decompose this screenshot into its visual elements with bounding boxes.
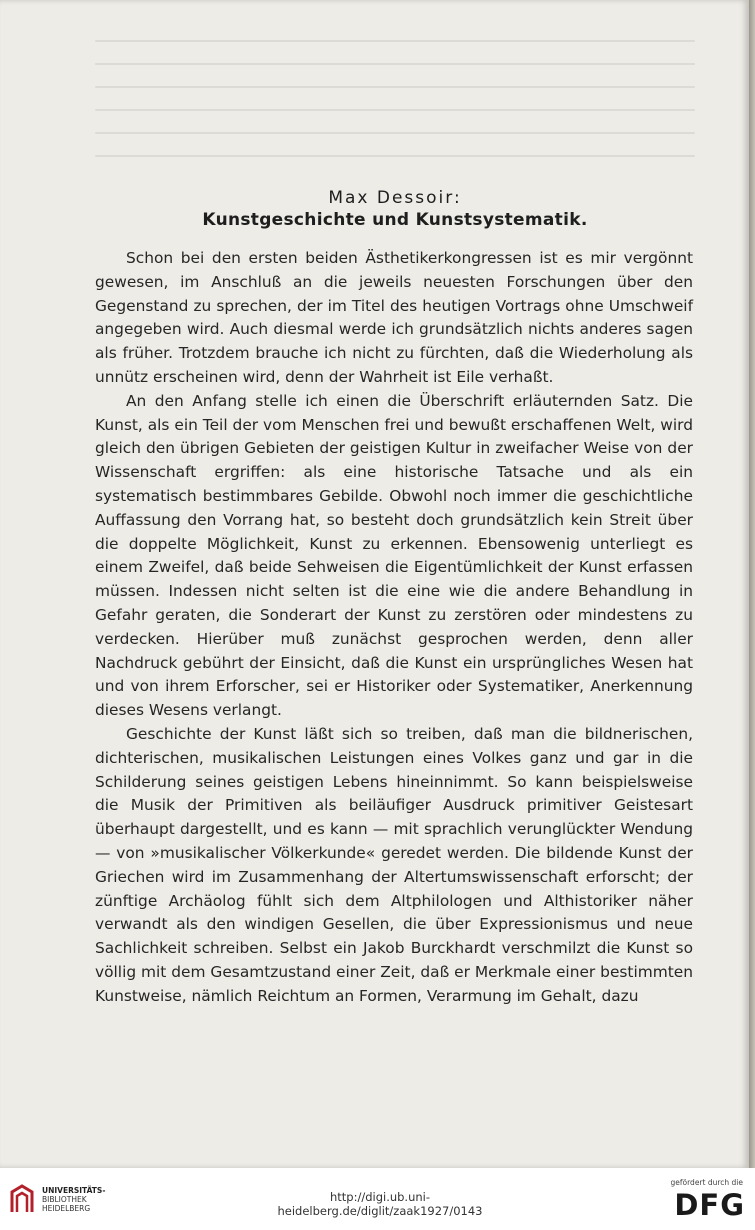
funding-caption: gefördert durch die [670,1178,743,1187]
paragraph: Geschichte der Kunst läßt sich so treiben, daß man die bildnerischen, dichterischen, musikalischen Leistungen eines Volkes ganz und gar in die Schilderung seines geistigen Lebens hineinnimmt. So kann beispielsweise die Musik der Primitiven als beiläufiger Ausdruck primitiver Geistesart überhaupt dargestellt, und es kann — mit sprachlich verunglückter Wendung — von »musikalischer Völkerkunde« geredet werden. Die bildende Kunst der Griechen wird im Zusammenhang der Altertumswissenschaft erforscht; der zünftige Archäolog fühlt sich dem Altphilologen und Althistoriker näher verwandt als den windigen Gesellen, die über Expressionismus und neue Sachlichkeit schreiben. Selbst ein Jakob Burckhardt verschmilzt die Kunst so völlig mit dem Gesamtzustand einer Zeit, daß er Merkmale einer bestimmten Kunstweise, nämlich Reichtum an Formen, Verarmung im Gehalt, dazu [95,724,693,1005]
article-body [95,247,693,1009]
article-title: Kunstgeschichte und Kunstsystematik. [202,210,588,230]
dfg-logo: DFG [674,1188,745,1222]
footer-bar [0,1168,755,1230]
library-name-line: UNIVERSITÄTS- [42,1186,106,1195]
author-heading: Max Dessoir: [328,188,462,208]
library-logo-icon [8,1182,36,1216]
page-edge-shadow [749,0,755,1168]
library-name-line: BIBLIOTHEK [42,1195,87,1204]
permalink[interactable]: http://digi.ub.uni-heidelberg.de/diglit/zaak1927/0143 [277,1190,483,1218]
library-name [42,1186,105,1213]
paragraph: Schon bei den ersten beiden Ästhetikerkongressen ist es mir vergönnt gewesen, im Anschluß an die jeweils neuesten Forschungen über den Gegenstand zu sprechen, der im Titel des heutigen Vortrags ohne Umschweif angegeben wird. Auch diesmal werde ich grundsätzlich nichts anderes sagen als früher. Trotzdem brauche ich nicht zu fürchten, daß die Wiederholung als unnütz erscheinen wird, denn der Wahrheit ist Eile verhaßt. [95,249,693,386]
library-name-line: HEIDELBERG [42,1204,91,1213]
paragraph: An den Anfang stelle ich einen die Überschrift erläuternden Satz. Die Kunst, als ein Teil der vom Menschen frei und bewußt erschaffenen Welt, wird gleich den übrigen Gebieten der geistigen Kultur in zweifacher Weise von der Wissenschaft ergriffen: als eine historische Tatsache und als ein systematisch bestimmbares Gebilde. Obwohl noch immer die geschichtliche Auffassung den Vorrang hat, so besteht doch grundsätzlich kein Streit über die doppelte Möglichkeit, Kunst zu erkennen. Ebensowenig unterliegt es einem Zweifel, daß beide Sehweisen die Eigentümlichkeit der Kunst erfassen müssen. Indessen nicht selten ist die eine wie die andere Behandlung in Gefahr geraten, die Sonderart der Kunst zu zerstören oder mindestens zu verdecken. Hierüber muß zunächst gesprochen werden, denn aller Nachdruck gebührt der Einsicht, daß die Kunst ein ursprüngliches Wesen hat und von ihrem Erforscher, sei er Historiker oder Systematiker, Anerkennung dieses Wesens verlangt. [95,391,693,720]
bleed-through-text [95,40,695,190]
